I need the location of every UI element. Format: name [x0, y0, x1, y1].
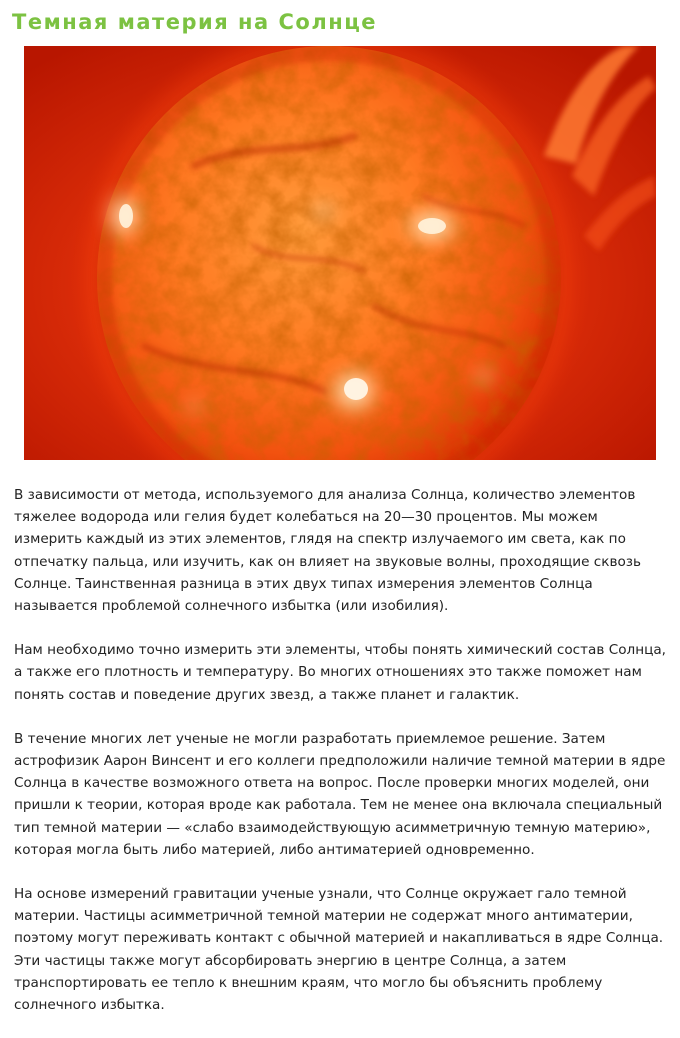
paragraph-2: Нам необходимо точно измерить эти элементы, чтобы понять химический состав Солнца, а также его плотность и температуру. Во многих отношениях это также поможет нам понять состав и поведение других звезд, а также планет и галактик. [14, 642, 667, 703]
article-title: Темная материя на Солнце [12, 10, 378, 34]
paragraph-4: На основе измерений гравитации ученые узнали, что Солнце окружает гало темной материи. Частицы асимметричной темной материи не содержат много антиматерии, поэтому могут переживать контакт с обычной материей и накапливаться в ядре Солнца. Эти частицы также могут абсорбировать энергию в центре Солнца, а затем транспортировать ее тепло к внешним краям, что могло бы объяснить проблему солнечного избытка. [14, 886, 664, 1014]
article-body [14, 484, 670, 1038]
sun-image [24, 46, 656, 460]
paragraph-1: В зависимости от метода, используемого для анализа Солнца, количество элементов тяжелее водорода или гелия будет колебаться на 20—30 процентов. Мы можем измерить каждый из этих элементов, глядя на спектр излучаемого им света, как по отпечатку пальца, или изучить, как он влияет на звуковые волны, проходящие сквозь Солнце. Таинственная разница в этих двух типах измерения элементов Солнца называется проблемой солнечного избытка (или изобилия). [14, 487, 642, 615]
paragraph-3: В течение многих лет ученые не могли разработать приемлемое решение. Затем астрофизик Аарон Винсент и его коллеги предположили наличие темной материи в ядре Солнца в качестве возможного ответа на вопрос. После проверки многих моделей, они пришли к теории, которая вроде как работала. Тем не менее она включала специальный тип темной материи — «слабо взаимодействующую асимметричную темную материю», которая могла быть либо материей, либо антиматерией одновременно. [14, 730, 666, 858]
